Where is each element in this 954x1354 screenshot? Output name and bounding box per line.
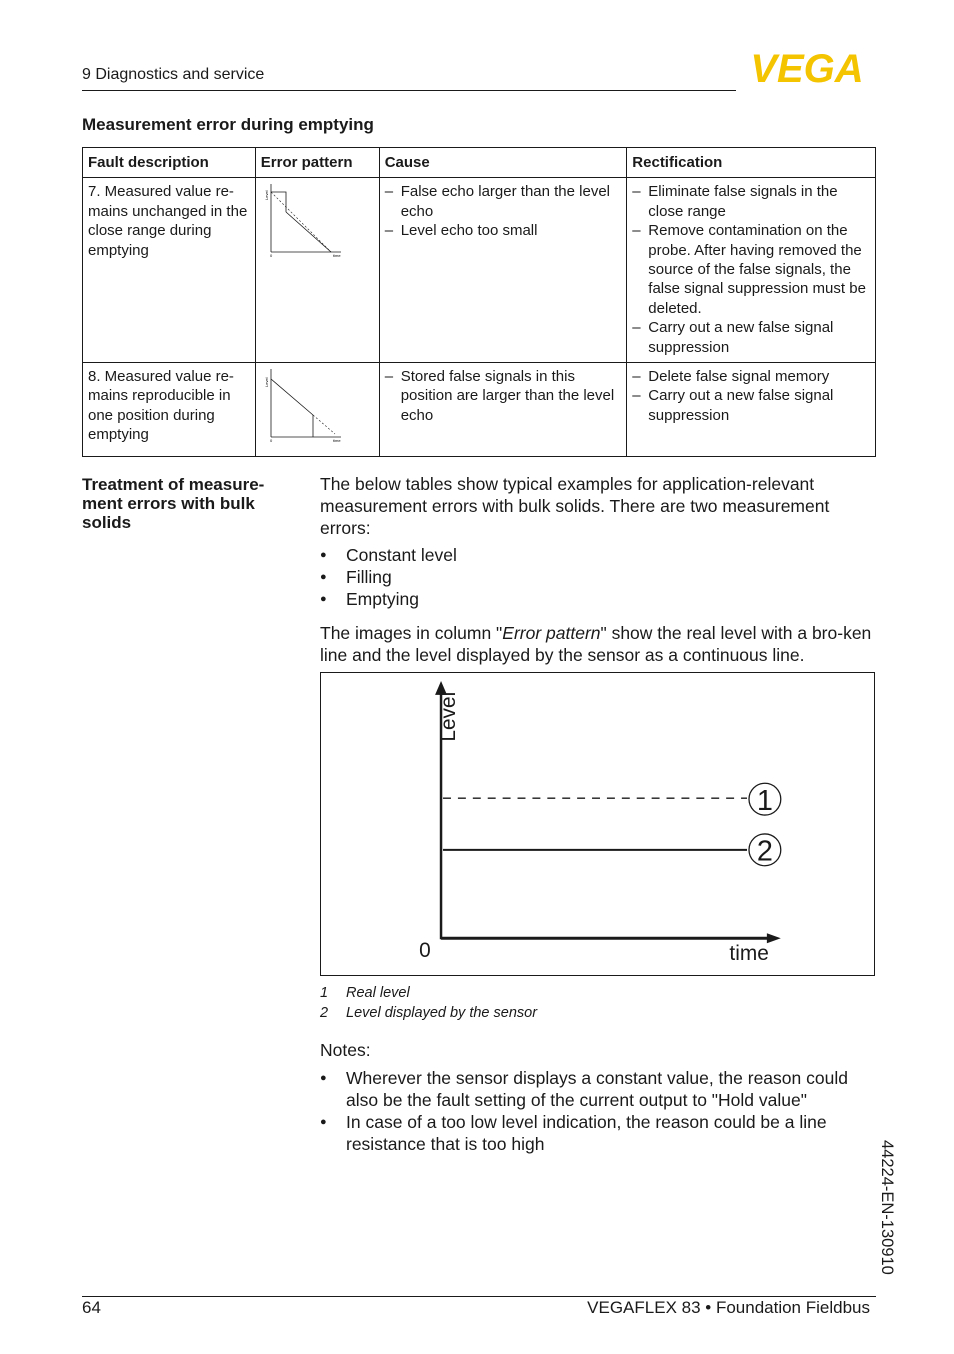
- list-item: ● Filling: [320, 566, 875, 588]
- cause-item: – Level echo too small: [385, 221, 622, 240]
- rectification-item: – Carry out a new false signal suppression: [632, 386, 870, 425]
- marker-2: 2: [756, 835, 773, 868]
- pattern-y-label: Level: [263, 377, 269, 388]
- side-heading: Treatment of measure-ment errors with bulk solids: [82, 475, 265, 532]
- legend-item: [320, 984, 537, 1004]
- pattern-x-label: time: [332, 253, 341, 259]
- list-item: ● In case of a too low level indication, the reason could be a line resistance that is too high: [320, 1111, 875, 1155]
- document-code-text: 44224-EN-130910: [878, 1140, 896, 1275]
- fault-description-7: 7. Measured value re-mains unchanged in the close range during emptying: [83, 178, 256, 363]
- legend-text: Level displayed by the sensor: [346, 1004, 538, 1021]
- rectification-item: – Carry out a new false signal suppression: [632, 318, 870, 357]
- list-item: ● Constant level: [320, 544, 875, 566]
- rectification-item: – Remove contamination on the probe. After having removed the source of the false signals, the false signal suppression must be deleted.: [632, 221, 870, 318]
- header-error-pattern: Error pattern: [255, 148, 379, 178]
- marker-1: 1: [756, 785, 773, 818]
- fault-table: [82, 147, 876, 457]
- cause-7: [379, 178, 627, 363]
- level-diagram: [320, 672, 875, 976]
- list-item: ● Wherever the sensor displays a constant value, the reason could also be the fault setting of the current output to "Hold value": [320, 1067, 875, 1111]
- pattern-y-label: Level: [263, 190, 269, 201]
- intro-paragraph: The below tables show typical examples for application-relevant measurement errors with bulk solids. There are two measurement errors:: [320, 474, 830, 538]
- page-number: 64: [82, 1298, 101, 1317]
- figure-y-label: Level: [436, 691, 460, 742]
- explain-before: The images in column ": [320, 623, 503, 643]
- pattern-x-label: time: [332, 438, 341, 444]
- header-cause: Cause: [379, 148, 627, 178]
- rectification-8: [627, 363, 876, 457]
- header-section-title: 9 Diagnostics and service: [82, 66, 265, 83]
- error-pattern-chart-7: [261, 182, 345, 258]
- footer-rule: [82, 1296, 876, 1297]
- table-header-row: [83, 148, 876, 178]
- explain-emphasis: Error pattern: [502, 623, 601, 643]
- notes-label: Notes:: [320, 1040, 371, 1060]
- legend-number: 2: [320, 1004, 329, 1021]
- product-name: VEGAFLEX 83 • Foundation Fieldbus: [587, 1298, 870, 1317]
- section-title: Measurement error during emptying: [82, 115, 374, 134]
- rectification-7: [627, 178, 876, 363]
- figure-x-label: time: [729, 942, 769, 966]
- pattern-origin: 0: [269, 438, 273, 444]
- error-pattern-8: [255, 363, 379, 457]
- pattern-origin: 0: [269, 253, 273, 259]
- error-type-list: [320, 544, 875, 610]
- fault-description-8: 8. Measured value re-mains reproducible in one position during emptying: [83, 363, 256, 457]
- legend-text: Real level: [346, 985, 410, 1001]
- list-item: ● Emptying: [320, 588, 875, 610]
- explanation-paragraph: [320, 622, 875, 666]
- cause-item: – False echo larger than the level echo: [385, 182, 622, 221]
- rectification-item: – Delete false signal memory: [632, 367, 870, 386]
- table-row: [83, 178, 876, 363]
- legend-item: [320, 1004, 537, 1024]
- rectification-item: – Eliminate false signals in the close range: [632, 182, 870, 221]
- figure-legend: [320, 984, 537, 1023]
- header-rule: [82, 90, 736, 91]
- logo-text: VEGA: [750, 50, 864, 84]
- table-row: [83, 363, 876, 457]
- vega-logo: [740, 50, 874, 84]
- header-rectification: Rectification: [627, 148, 876, 178]
- cause-8: [379, 363, 627, 457]
- legend-number: 1: [320, 985, 329, 1001]
- x-axis-arrow: [767, 933, 781, 943]
- error-pattern-7: [255, 178, 379, 363]
- explain-after: " show the real level with a bro-ken line and the level displayed by the sensor as a continuous line.: [320, 623, 872, 665]
- document-code: [868, 1140, 908, 1300]
- figure-origin: 0: [419, 939, 431, 963]
- cause-item: – Stored false signals in this position are larger than the level echo: [385, 367, 622, 425]
- header-fault-description: Fault description: [83, 148, 256, 178]
- error-pattern-chart-8: [261, 367, 345, 443]
- notes-list: [320, 1067, 875, 1155]
